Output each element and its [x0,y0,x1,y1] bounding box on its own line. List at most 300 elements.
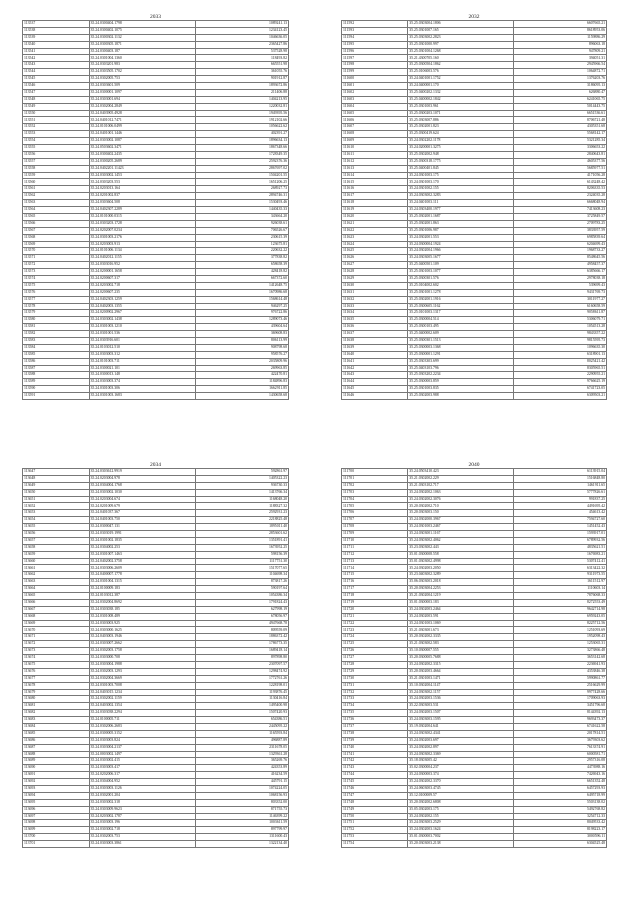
cadastral-code-cell: 35.01.0300003.183 [408,599,514,606]
table-row [23,138,289,145]
row-id-cell: 111593 [342,27,408,34]
cadastral-code-cell: 35.24.0203004.978 [89,475,195,482]
amount-cell: 4353846.38 [514,668,607,675]
table-row [342,593,607,600]
amount-cell: 936730.33 [195,482,288,489]
row-id-cell: 111615 [342,179,408,186]
amount-cell: 6495718.99 [514,792,607,799]
row-id-cell: 113561 [23,186,90,193]
amount-cell: 873817.26 [195,579,288,586]
row-id-cell: 113563 [23,200,90,207]
table-row [342,723,607,730]
cadastral-code-cell: 35.24.0403905.4928 [89,110,195,117]
table-row [342,661,607,668]
cadastral-code-cell: 35.24.0101003.711 [89,358,195,365]
row-id-cell: 111726 [342,648,408,655]
cadastral-code-cell: 35.24.0200607.317 [89,275,195,282]
cadastral-code-cell: 35.24.0303005.1677 [408,255,514,262]
row-id-cell: 111741 [342,751,408,758]
amount-cell: 598156.39 [195,551,288,558]
table-row [23,207,289,214]
row-id-cell: 111633 [342,303,408,310]
row-id-cell: 111632 [342,296,408,303]
row-id-cell: 111598 [342,62,408,69]
table-row [23,303,289,310]
cadastral-code-cell: 35.06.0303003.2018 [408,579,514,586]
table-row [23,737,289,744]
row-id-cell: 113566 [23,220,90,227]
row-id-cell: 111622 [342,227,408,234]
table-row [342,89,607,96]
row-id-cell: 111722 [342,620,408,627]
amount-cell: 1054513.28 [514,324,607,331]
row-id-cell: 111637 [342,331,408,338]
amount-cell: 439604.64 [195,324,288,331]
cadastral-code-cell: 35.24.0304004.952 [89,779,195,786]
row-id-cell: 111748 [342,799,408,806]
records-table [341,468,607,848]
row-id-cell: 111620 [342,213,408,220]
amount-cell: 1413766.34 [195,489,288,496]
table-row [23,179,289,186]
row-id-cell: 111711 [342,544,408,551]
cadastral-code-cell: 35.24.0303002.1157 [408,689,514,696]
amount-cell: 6241065.75 [514,96,607,103]
cadastral-code-cell: 35.01.0303002.4998 [408,558,514,565]
cadastral-code-cell: 35.24.0203003.913 [89,241,195,248]
amount-cell: 1896634.13 [195,138,288,145]
amount-cell: 6651536.61 [514,110,607,117]
page-2034 [22,462,289,848]
cadastral-code-cell: 35.20.0302003.4664 [408,668,514,675]
row-id-cell: 113568 [23,234,90,241]
row-id-cell: 113654 [23,517,90,524]
table-row [23,34,289,41]
page-title: 2033 [150,14,161,20]
cadastral-code-cell: 35.25.0400401.845 [408,165,514,172]
amount-cell: 1867348.66 [195,145,288,152]
table-row [342,220,607,227]
table-row [342,779,607,786]
amount-cell: 3011977.27 [514,296,607,303]
table-row [342,241,607,248]
table-row [342,303,607,310]
table-row [23,551,289,558]
table-row [23,717,289,724]
amount-cell: 8272553.49 [514,599,607,606]
table-row [23,344,289,351]
row-id-cell: 113546 [23,83,90,90]
row-id-cell: 113680 [23,696,90,703]
row-id-cell: 113544 [23,69,90,76]
table-row [342,234,607,241]
cadastral-code-cell: 35.24.0303002.1453 [89,172,195,179]
table-row [342,158,607,165]
cadastral-code-cell: 35.24.0303002.3369 [408,751,514,758]
table-row [23,806,289,813]
table-row [342,717,607,724]
cadastral-code-cell: 35.24.0402003.1355 [89,303,195,310]
cadastral-code-cell: 35.24.0202006.317 [89,772,195,779]
row-id-cell: 111626 [342,255,408,262]
row-id-cell: 113545 [23,76,90,83]
table-row [342,76,607,83]
table-row [342,551,607,558]
table-row [23,613,289,620]
row-id-cell: 113677 [23,675,90,682]
row-id-cell: 113542 [23,55,90,62]
table-row [23,675,289,682]
cadastral-code-cell: 35.24.0303002.4062 [408,537,514,544]
row-id-cell: 111605 [342,110,408,117]
table-row [23,524,289,531]
row-id-cell: 111737 [342,723,408,730]
table-row [342,765,607,772]
table-row [342,503,607,510]
amount-cell: 6113915.04 [514,469,607,476]
amount-cell: 1728349.35 [195,151,288,158]
row-id-cell: 111720 [342,606,408,613]
row-id-cell: 113539 [23,34,90,41]
table-row [23,593,289,600]
amount-cell: 537528.98 [195,48,288,55]
cadastral-code-cell: 35.24.0302004.3669 [89,675,195,682]
amount-cell: 1507420.93 [195,710,288,717]
row-id-cell: 113562 [23,193,90,200]
amount-cell: 1949395.56 [195,110,288,117]
cadastral-code-cell: 35.24.0303038.2294 [89,710,195,717]
row-id-cell: 113698 [23,820,90,827]
table-row [23,627,289,634]
cadastral-code-cell: 35.24.0303003.1595 [408,717,514,724]
amount-cell: 1146399.22 [195,813,288,820]
row-id-cell: 113658 [23,544,90,551]
row-id-cell: 113667 [23,606,90,613]
amount-cell: 2311678.05 [195,744,288,751]
table-row [23,772,289,779]
amount-cell: 2017814.51 [514,730,607,737]
table-row [23,193,289,200]
cadastral-code-cell: 35.24.0200001.3275 [408,145,514,152]
row-id-cell: 111734 [342,703,408,710]
table-row [23,703,289,710]
table-row [342,117,607,124]
amount-cell: 1404213.95 [195,96,288,103]
row-id-cell: 113695 [23,799,90,806]
row-id-cell: 113585 [23,351,90,358]
table-row [342,365,607,372]
cadastral-code-cell: 35.24.0300047.131 [89,524,195,531]
table-row [342,393,607,400]
amount-cell: 897799.97 [195,827,288,834]
row-id-cell: 111745 [342,779,408,786]
row-id-cell: 113696 [23,806,90,813]
amount-cell: 6160658.59 [514,303,607,310]
cadastral-code-cell: 35.24.0302004.8692 [89,599,195,606]
table-row [342,83,607,90]
row-id-cell: 113689 [23,758,90,765]
cadastral-code-cell: 35.24.0303002.1087 [89,138,195,145]
row-id-cell: 111716 [342,579,408,586]
table-row [342,269,607,276]
cadastral-code-cell: 35.25.0300004.514 [408,317,514,324]
row-id-cell: 111643 [342,372,408,379]
table-row [342,186,607,193]
amount-cell: 6385666.17 [514,269,607,276]
amount-cell: 946297.25 [195,303,288,310]
table-row [23,558,289,565]
cadastral-code-cell: 35.10.0302004.1147 [408,682,514,689]
amount-cell: 8206335.53 [514,186,607,193]
table-row [342,48,607,55]
amount-cell: 3186095.13 [514,83,607,90]
amount-cell: 706526.67 [195,227,288,234]
cadastral-code-cell: 35.24.0301003.306 [89,386,195,393]
cadastral-code-cell: 35.24.0303004.1988 [89,661,195,668]
amount-cell: 1791824.43 [195,599,288,606]
amount-cell: 1064872.71 [514,69,607,76]
cadastral-code-cell: 35.20.0303004.2253 [408,586,514,593]
row-id-cell: 113671 [23,634,90,641]
row-id-cell: 111754 [342,841,408,848]
cadastral-code-cell: 35.25.0300605.1162 [408,303,514,310]
table-row [23,696,289,703]
table-row [342,331,607,338]
table-row [342,255,607,262]
table-row [23,496,289,503]
amount-cell: 8198223.17 [514,827,607,834]
row-id-cell: 113700 [23,834,90,841]
amount-cell: 2867697.02 [195,165,288,172]
row-id-cell: 113664 [23,586,90,593]
table-row [23,661,289,668]
cadastral-code-cell: 35.12.0100009.57 [408,792,514,799]
amount-cell: 2307097.57 [195,661,288,668]
cadastral-code-cell: 35.24.0301003.7008 [89,682,195,689]
cadastral-code-cell: 35.24.0300013.148 [89,372,195,379]
table-row [23,386,289,393]
row-id-cell: 111739 [342,737,408,744]
table-row [342,131,607,138]
amount-cell: 2324035.28 [514,193,607,200]
cadastral-code-cell: 35.20.0302002.6808 [408,799,514,806]
table-row [23,641,289,648]
amount-cell: 7413608.23 [514,207,607,214]
table-row [342,668,607,675]
cadastral-code-cell: 35.24.0303003.417 [89,765,195,772]
cadastral-code-cell: 35.24.0303016.952 [89,262,195,269]
cadastral-code-cell: 35.24.0302006.2683 [89,723,195,730]
cadastral-code-cell: 35.25.0300301.1513 [408,337,514,344]
table-row [342,200,607,207]
table-row [342,165,607,172]
amount-cell: 3306653.22 [514,145,607,152]
amount-cell: 908798.68 [195,344,288,351]
cadastral-code-cell: 35.25.0300301.576 [408,275,514,282]
row-id-cell: 111750 [342,813,408,820]
cadastral-code-cell: 35.24.0401003.111 [408,200,514,207]
row-id-cell: 113577 [23,296,90,303]
cadastral-code-cell: 35.25.0301004.1268 [408,48,514,55]
table-row [342,599,607,606]
row-id-cell: 111611 [342,151,408,158]
row-id-cell: 113587 [23,365,90,372]
amount-cell: 1184896.83 [195,379,288,386]
row-id-cell: 113580 [23,317,90,324]
cadastral-code-cell: 35.24.0301003.2467 [408,524,514,531]
amount-cell: 9642714.98 [514,606,607,613]
cadastral-code-cell: 35.24.0303505.1702 [89,69,195,76]
amount-cell: 667372.60 [195,275,288,282]
row-id-cell: 113538 [23,27,90,34]
amount-cell: 6651352.48 [514,779,607,786]
table-row [342,379,607,386]
amount-cell: 2853601.62 [195,531,288,538]
row-id-cell: 111627 [342,262,408,269]
row-id-cell: 113588 [23,372,90,379]
amount-cell: 627998.19 [195,606,288,613]
row-id-cell: 111595 [342,41,408,48]
cadastral-code-cell: 35.24.0300404.1798 [89,21,195,28]
amount-cell: 991837.25 [514,496,607,503]
cadastral-code-cell: 35.24.0302002.3370 [408,779,514,786]
table-row [342,469,607,476]
cadastral-code-cell: 35.24.0402303.1259 [89,296,195,303]
table-row [23,827,289,834]
table-row [23,792,289,799]
cadastral-code-cell: 35.25.0303007.886 [408,117,514,124]
table-row [342,758,607,765]
cadastral-code-cell: 35.25.0300203.1071 [408,110,514,117]
amount-cell: 1096635.30 [514,344,607,351]
amount-cell: 6457293.93 [514,785,607,792]
row-id-cell: 113564 [23,207,90,214]
row-id-cell: 113660 [23,558,90,565]
table-row [23,537,289,544]
cadastral-code-cell: 35.25.0300001.1291 [408,351,514,358]
cadastral-code-cell: 35.24.0201002.837 [89,193,195,200]
amount-cell: 2709783.25 [514,220,607,227]
amount-cell: 4958457.37 [514,262,607,269]
cadastral-code-cell: 35.24.0200001.1658 [89,269,195,276]
table-row [342,21,607,28]
row-id-cell: 113657 [23,537,90,544]
amount-cell: 3833957.59 [514,227,607,234]
table-row [342,179,607,186]
row-id-cell: 113663 [23,579,90,586]
amount-cell: 2445095.22 [195,723,288,730]
cadastral-code-cell: 35.24.0302003.753 [89,834,195,841]
cadastral-code-cell: 35.24.0103012.387 [89,593,195,600]
amount-cell: 1110603.14 [514,586,607,593]
row-id-cell: 111604 [342,103,408,110]
table-row [23,544,289,551]
amount-cell: 8225712.56 [514,620,607,627]
row-id-cell: 111596 [342,48,408,55]
table-row [23,220,289,227]
row-id-cell: 111646 [342,393,408,400]
amount-cell: 665551.98 [195,62,288,69]
amount-cell: 1670986.68 [195,289,288,296]
amount-cell: 2894746.31 [195,193,288,200]
table-row [23,131,289,138]
row-id-cell: 113589 [23,379,90,386]
amount-cell: 6143248.42 [514,179,607,186]
cadastral-code-cell: 35.25.0106003.576 [408,69,514,76]
amount-cell: 1504201.55 [195,172,288,179]
table-row [342,324,607,331]
amount-cell: 2035809.96 [195,358,288,365]
table-row [23,813,289,820]
row-id-cell: 111610 [342,145,408,152]
row-id-cell: 111634 [342,310,408,317]
cadastral-code-cell: 35.24.0401012.7471 [89,117,195,124]
amount-cell: 2840643.81 [514,151,607,158]
cadastral-code-cell: 35.24.0303612.9919 [89,469,195,476]
table-row [23,96,289,103]
cadastral-code-cell: 35.24.0303002.318 [89,799,195,806]
row-id-cell: 111700 [342,469,408,476]
cadastral-code-cell: 35.24.0300402.1075 [89,27,195,34]
row-id-cell: 111619 [342,207,408,214]
table-row [23,172,289,179]
cadastral-code-cell: 35.24.0401037.367 [89,510,195,517]
cadastral-code-cell: 35.24.0200902.2967 [89,310,195,317]
row-id-cell: 111730 [342,675,408,682]
amount-cell: 1952098.43 [514,634,607,641]
amount-cell: 9843357.22 [514,331,607,338]
amount-cell: 2978038.18 [514,275,607,282]
amount-cell: 8706721.48 [514,117,607,124]
row-id-cell: 111721 [342,613,408,620]
amount-cell: 5503138.02 [514,799,607,806]
table-row [23,262,289,269]
cadastral-code-cell: 35.24.0303001.694 [89,96,195,103]
table-row [342,820,607,827]
cadastral-code-cell: 35.24.0303002.4341 [408,730,514,737]
cadastral-code-cell: 35.25.0400002.609 [408,331,514,338]
table-row [23,599,289,606]
table-row [342,627,607,634]
table-row [342,289,607,296]
amount-cell: 6607665.21 [514,21,607,28]
cadastral-code-cell: 35.24.0403002.1354 [89,703,195,710]
row-id-cell: 113565 [23,213,90,220]
row-id-cell: 113701 [23,841,90,848]
amount-cell: 897898.80 [195,655,288,662]
row-id-cell: 111724 [342,634,408,641]
row-id-cell: 111599 [342,69,408,76]
table-row [342,213,607,220]
table-row [23,186,289,193]
amount-cell: 5492768.82 [514,806,607,813]
cadastral-code-cell: 35.24.0300305.1871 [89,41,195,48]
cadastral-code-cell: 35.24.0203013.164 [89,186,195,193]
amount-cell: 361055.76 [195,69,288,76]
cadastral-code-cell: 35.24.0302003.2050 [408,565,514,572]
cadastral-code-cell: 35.24.0302003.591 [408,613,514,620]
row-id-cell: 113697 [23,813,90,820]
amount-cell: 1289073.46 [195,317,288,324]
table-row [23,234,289,241]
row-id-cell: 113550 [23,110,90,117]
cadastral-code-cell: 35.24.0303002.1438 [89,317,195,324]
cadastral-code-cell: 35.24.0303001.1167 [408,531,514,538]
cadastral-code-cell: 35.24.0301003.2176 [89,234,195,241]
cadastral-code-cell: 35.24.0303003.824 [89,737,195,744]
cadastral-code-cell: 35.24.0302004.2849 [89,103,195,110]
row-id-cell: 113555 [23,145,90,152]
